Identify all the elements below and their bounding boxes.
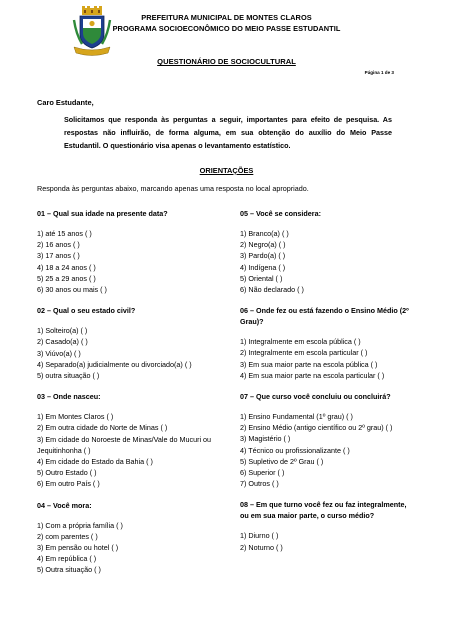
questionnaire-title: QUESTIONÁRIO DE SOCIOCULTURAL bbox=[157, 57, 296, 66]
answer-option[interactable]: 7) Outros ( ) bbox=[240, 479, 279, 489]
answer-option[interactable]: 3) Em sua maior parte na escola pública ( ) bbox=[240, 359, 378, 369]
question-text: 05 – Você se considera: bbox=[240, 209, 321, 218]
question-block bbox=[240, 305, 415, 381]
question-block bbox=[240, 499, 415, 552]
answer-option[interactable]: 6) Em outro País ( ) bbox=[37, 479, 100, 489]
question-block bbox=[37, 305, 232, 381]
answer-option[interactable]: 4) Em república ( ) bbox=[37, 554, 97, 564]
greeting: Caro Estudante, bbox=[37, 98, 94, 107]
right-question-column bbox=[240, 208, 415, 563]
answer-option[interactable]: 1) Com a própria família ( ) bbox=[37, 520, 123, 530]
answer-option[interactable]: 4) 18 a 24 anos ( ) bbox=[37, 262, 96, 272]
question-block bbox=[240, 391, 415, 489]
answer-option[interactable]: 5) outra situação ( ) bbox=[37, 371, 100, 381]
question-block bbox=[37, 500, 232, 576]
question-text: 02 – Qual o seu estado civil? bbox=[37, 306, 136, 316]
answer-option[interactable]: 5) Outro Estado ( ) bbox=[37, 468, 97, 478]
page-number: Página 1 de 3 bbox=[364, 70, 394, 75]
answer-option[interactable]: 3) Viúvo(a) ( ) bbox=[37, 348, 81, 358]
answer-option[interactable]: 2) Integralmente em escola particular ( ) bbox=[240, 348, 368, 358]
question-block bbox=[37, 208, 232, 295]
answer-option[interactable]: 2) Negro(a) ( ) bbox=[240, 240, 286, 250]
answer-option[interactable]: 2) Casado(a) ( ) bbox=[37, 337, 88, 347]
answer-option[interactable]: 1) Integralmente em escola pública ( ) bbox=[240, 337, 361, 347]
question-text: 08 – Em que turno você fez ou faz integralmente, ou em sua maior parte, o curso médio? bbox=[240, 500, 407, 521]
left-question-column bbox=[37, 208, 232, 586]
answer-option[interactable]: 6) 30 anos ou mais ( ) bbox=[37, 285, 107, 295]
answer-option[interactable]: 5) Supletivo de 2º Grau ( ) bbox=[240, 456, 324, 466]
answer-option[interactable]: 1) Diurno ( ) bbox=[240, 531, 279, 541]
answer-option[interactable]: 5) Outra situação ( ) bbox=[37, 565, 101, 575]
answer-option[interactable]: 2) com parentes ( ) bbox=[37, 531, 98, 541]
answer-option[interactable]: 3) Em pensão ou hotel ( ) bbox=[37, 543, 119, 553]
header-program: PROGRAMA SOCIOECONÔMICO DO MEIO PASSE ESTUDANTIL bbox=[112, 24, 341, 33]
question-text: 03 – Onde nasceu: bbox=[37, 392, 101, 402]
question-text: 01 – Qual sua idade na presente data? bbox=[37, 209, 168, 218]
answer-option[interactable]: 1) Ensino Fundamental (1º grau) ( ) bbox=[240, 412, 353, 422]
question-text: 07 – Que curso você concluiu ou concluirá? bbox=[240, 392, 391, 402]
answer-option[interactable]: 3) Pardo(a) ( ) bbox=[240, 251, 286, 261]
answer-option[interactable]: 5) Oriental ( ) bbox=[240, 273, 283, 283]
instructions: Responda às perguntas abaixo, marcando apenas uma resposta no local apropriado. bbox=[37, 184, 309, 193]
answer-option[interactable]: 2) Ensino Médio (antigo científico ou 2º grau) ( ) bbox=[240, 423, 393, 433]
answer-option[interactable]: 4) Em cidade do Estado da Bahia ( ) bbox=[37, 457, 153, 467]
answer-option[interactable]: 2) 16 anos ( ) bbox=[37, 240, 80, 250]
answer-option[interactable]: 4) Separado(a) judicialmente ou divorciado(a) ( ) bbox=[37, 359, 192, 369]
answer-option[interactable]: 3) Magistério ( ) bbox=[240, 434, 291, 444]
answer-option[interactable]: 2) Em outra cidade do Norte de Minas ( ) bbox=[37, 423, 168, 433]
answer-option[interactable]: 3) Em cidade do Noroeste de Minas/Vale do Mucuri ou Jequitinhonha ( ) bbox=[37, 434, 212, 455]
answer-option[interactable]: 2) Noturno ( ) bbox=[240, 542, 283, 552]
answer-option[interactable]: 6) Não declarado ( ) bbox=[240, 285, 304, 295]
orientations-title: ORIENTAÇÕES bbox=[199, 166, 254, 175]
answer-option[interactable]: 3) 17 anos ( ) bbox=[37, 251, 80, 261]
answer-option[interactable]: 4) Técnico ou profissionalizante ( ) bbox=[240, 445, 350, 455]
answer-option[interactable]: 1) até 15 anos ( ) bbox=[37, 229, 92, 238]
answer-option[interactable]: 1) Branco(a) ( ) bbox=[240, 229, 289, 238]
intro-paragraph: Solicitamos que responda às perguntas a seguir, importantes para efeito de pesquisa. As respostas não influirão, de forma alguma, em sua obtenção do auxílio do Meio Passe Estudantil. O questionário visa apenas o levantamento estatístico. bbox=[64, 115, 392, 150]
answer-option[interactable]: 6) Superior ( ) bbox=[240, 468, 285, 478]
answer-option[interactable]: 1) Em Montes Claros ( ) bbox=[37, 412, 114, 422]
question-block bbox=[37, 391, 232, 489]
answer-option[interactable]: 1) Solteiro(a) ( ) bbox=[37, 326, 88, 336]
answer-option[interactable]: 4) Em sua maior parte na escola particular ( ) bbox=[240, 370, 385, 380]
header-municipality: PREFEITURA MUNICIPAL DE MONTES CLAROS bbox=[141, 13, 312, 22]
question-text: 04 – Você mora: bbox=[37, 500, 92, 510]
question-text: 06 – Onde fez ou está fazendo o Ensino Médio (2º Grau)? bbox=[240, 306, 409, 327]
answer-option[interactable]: 4) Indígena ( ) bbox=[240, 262, 286, 272]
question-block bbox=[240, 208, 415, 295]
answer-option[interactable]: 5) 25 a 29 anos ( ) bbox=[37, 273, 96, 283]
